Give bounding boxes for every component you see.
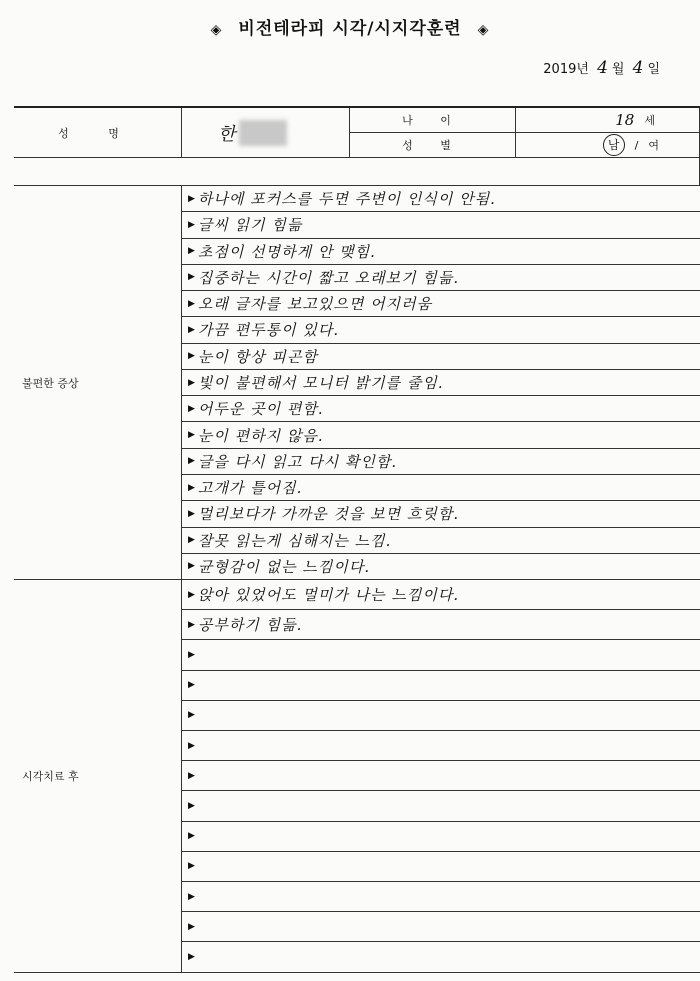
symptom-row	[182, 501, 700, 527]
arrow-bullet-icon: ▶	[188, 351, 195, 362]
gender-male-circled: 남	[603, 134, 625, 156]
arrow-bullet-icon: ▶	[188, 800, 195, 811]
arrow-bullet-icon: ▶	[188, 649, 195, 660]
arrow-bullet-icon: ▶	[188, 770, 195, 781]
after-row	[182, 610, 700, 640]
form-title	[0, 14, 700, 39]
after-row	[182, 640, 700, 670]
symptom-row	[182, 186, 700, 212]
arrow-bullet-icon: ▶	[188, 456, 195, 467]
after-row	[182, 731, 700, 761]
row-text: 공부하기 힘듦.	[197, 616, 303, 635]
arrow-bullet-icon: ▶	[188, 831, 195, 842]
age-value: 18 세	[516, 108, 700, 133]
after-row	[182, 912, 700, 942]
row-text: 눈이 편하지 않음.	[197, 426, 324, 445]
age-label: 나 이	[350, 108, 516, 133]
after-section-label: 시각치료 후	[14, 580, 182, 973]
row-text: 고개가 틀어짐.	[197, 479, 303, 498]
arrow-bullet-icon: ▶	[188, 508, 195, 519]
arrow-bullet-icon: ▶	[188, 272, 195, 283]
arrow-bullet-icon: ▶	[188, 482, 195, 493]
symptom-row	[182, 422, 700, 448]
date-month-unit: 월	[611, 62, 625, 77]
row-text: 가끔 편두통이 있다.	[197, 321, 340, 340]
after-row	[182, 701, 700, 731]
arrow-bullet-icon: ▶	[188, 951, 195, 962]
symptom-row	[182, 344, 700, 370]
arrow-bullet-icon: ▶	[188, 921, 195, 932]
arrow-bullet-icon: ▶	[188, 193, 195, 204]
date-month-value: 4	[597, 58, 608, 78]
date-year: 2019년	[543, 62, 589, 77]
row-text: 어두운 곳이 편함.	[197, 400, 324, 419]
symptom-row	[182, 475, 700, 501]
symptom-row	[182, 212, 700, 238]
after-row	[182, 882, 700, 912]
gender-value: 남 / 여	[516, 133, 700, 158]
symptom-row	[182, 317, 700, 343]
date-day-unit: 일	[647, 62, 660, 77]
arrow-bullet-icon: ▶	[188, 324, 195, 335]
row-text: 균형감이 없는 느낌이다.	[197, 557, 371, 576]
symptom-row	[182, 265, 700, 291]
title-text: 비전테라피 시각/시지각훈련	[238, 19, 462, 39]
symptom-row	[182, 291, 700, 317]
symptom-row	[182, 528, 700, 554]
row-text: 하나에 포커스를 두면 주변이 인식이 안됨.	[197, 190, 496, 209]
after-row	[182, 942, 700, 972]
after-row	[182, 671, 700, 701]
row-text: 집중하는 시간이 짧고 오래보기 힘듦.	[197, 268, 460, 287]
row-text: 앉아 있었어도 멀미가 나는 느낌이다.	[197, 586, 460, 605]
form-date	[543, 58, 660, 78]
arrow-bullet-icon: ▶	[188, 891, 195, 902]
arrow-bullet-icon: ▶	[188, 219, 195, 230]
row-text: 초점이 선명하게 안 맺힘.	[197, 242, 376, 261]
arrow-bullet-icon: ▶	[188, 430, 195, 441]
blank-row	[14, 158, 700, 186]
row-text: 잘못 읽는게 심해지는 느낌.	[197, 531, 392, 550]
arrow-bullet-icon: ▶	[188, 680, 195, 691]
redaction-blur	[239, 120, 287, 146]
after-row	[182, 822, 700, 852]
arrow-bullet-icon: ▶	[188, 589, 195, 600]
arrow-bullet-icon: ▶	[188, 861, 195, 872]
arrow-bullet-icon: ▶	[188, 561, 195, 572]
arrow-bullet-icon: ▶	[188, 619, 195, 630]
row-text: 멀리보다가 가까운 것을 보면 흐릿함.	[197, 505, 460, 524]
gender-label: 성 별	[350, 133, 516, 158]
arrow-bullet-icon: ▶	[188, 710, 195, 721]
diamond-icon: ◈	[210, 22, 223, 38]
arrow-bullet-icon: ▶	[188, 246, 195, 257]
name-label: 성 명	[14, 108, 182, 158]
symptom-row	[182, 370, 700, 396]
arrow-bullet-icon: ▶	[188, 535, 195, 546]
row-text: 눈이 항상 피곤함	[197, 347, 318, 366]
form-table	[14, 106, 700, 973]
arrow-bullet-icon: ▶	[188, 740, 195, 751]
row-text: 오래 글자를 보고있으면 어지러움	[197, 295, 433, 314]
name-value: 한	[182, 108, 350, 158]
arrow-bullet-icon: ▶	[188, 298, 195, 309]
after-row	[182, 791, 700, 821]
date-day-value: 4	[632, 58, 644, 78]
diamond-icon: ◈	[477, 22, 490, 38]
after-row	[182, 580, 700, 610]
arrow-bullet-icon: ▶	[188, 403, 195, 414]
symptom-row	[182, 396, 700, 422]
symptom-row	[182, 449, 700, 475]
row-text: 글을 다시 읽고 다시 확인함.	[197, 452, 398, 471]
row-text: 글씨 읽기 힘듦	[197, 216, 303, 235]
symptom-row	[182, 554, 700, 580]
symptoms-section-label: 불편한 증상	[14, 186, 182, 580]
after-row	[182, 852, 700, 882]
arrow-bullet-icon: ▶	[188, 377, 195, 388]
row-text: 빛이 불편해서 모니터 밝기를 줄임.	[197, 374, 444, 392]
symptom-row	[182, 239, 700, 265]
after-row	[182, 761, 700, 791]
